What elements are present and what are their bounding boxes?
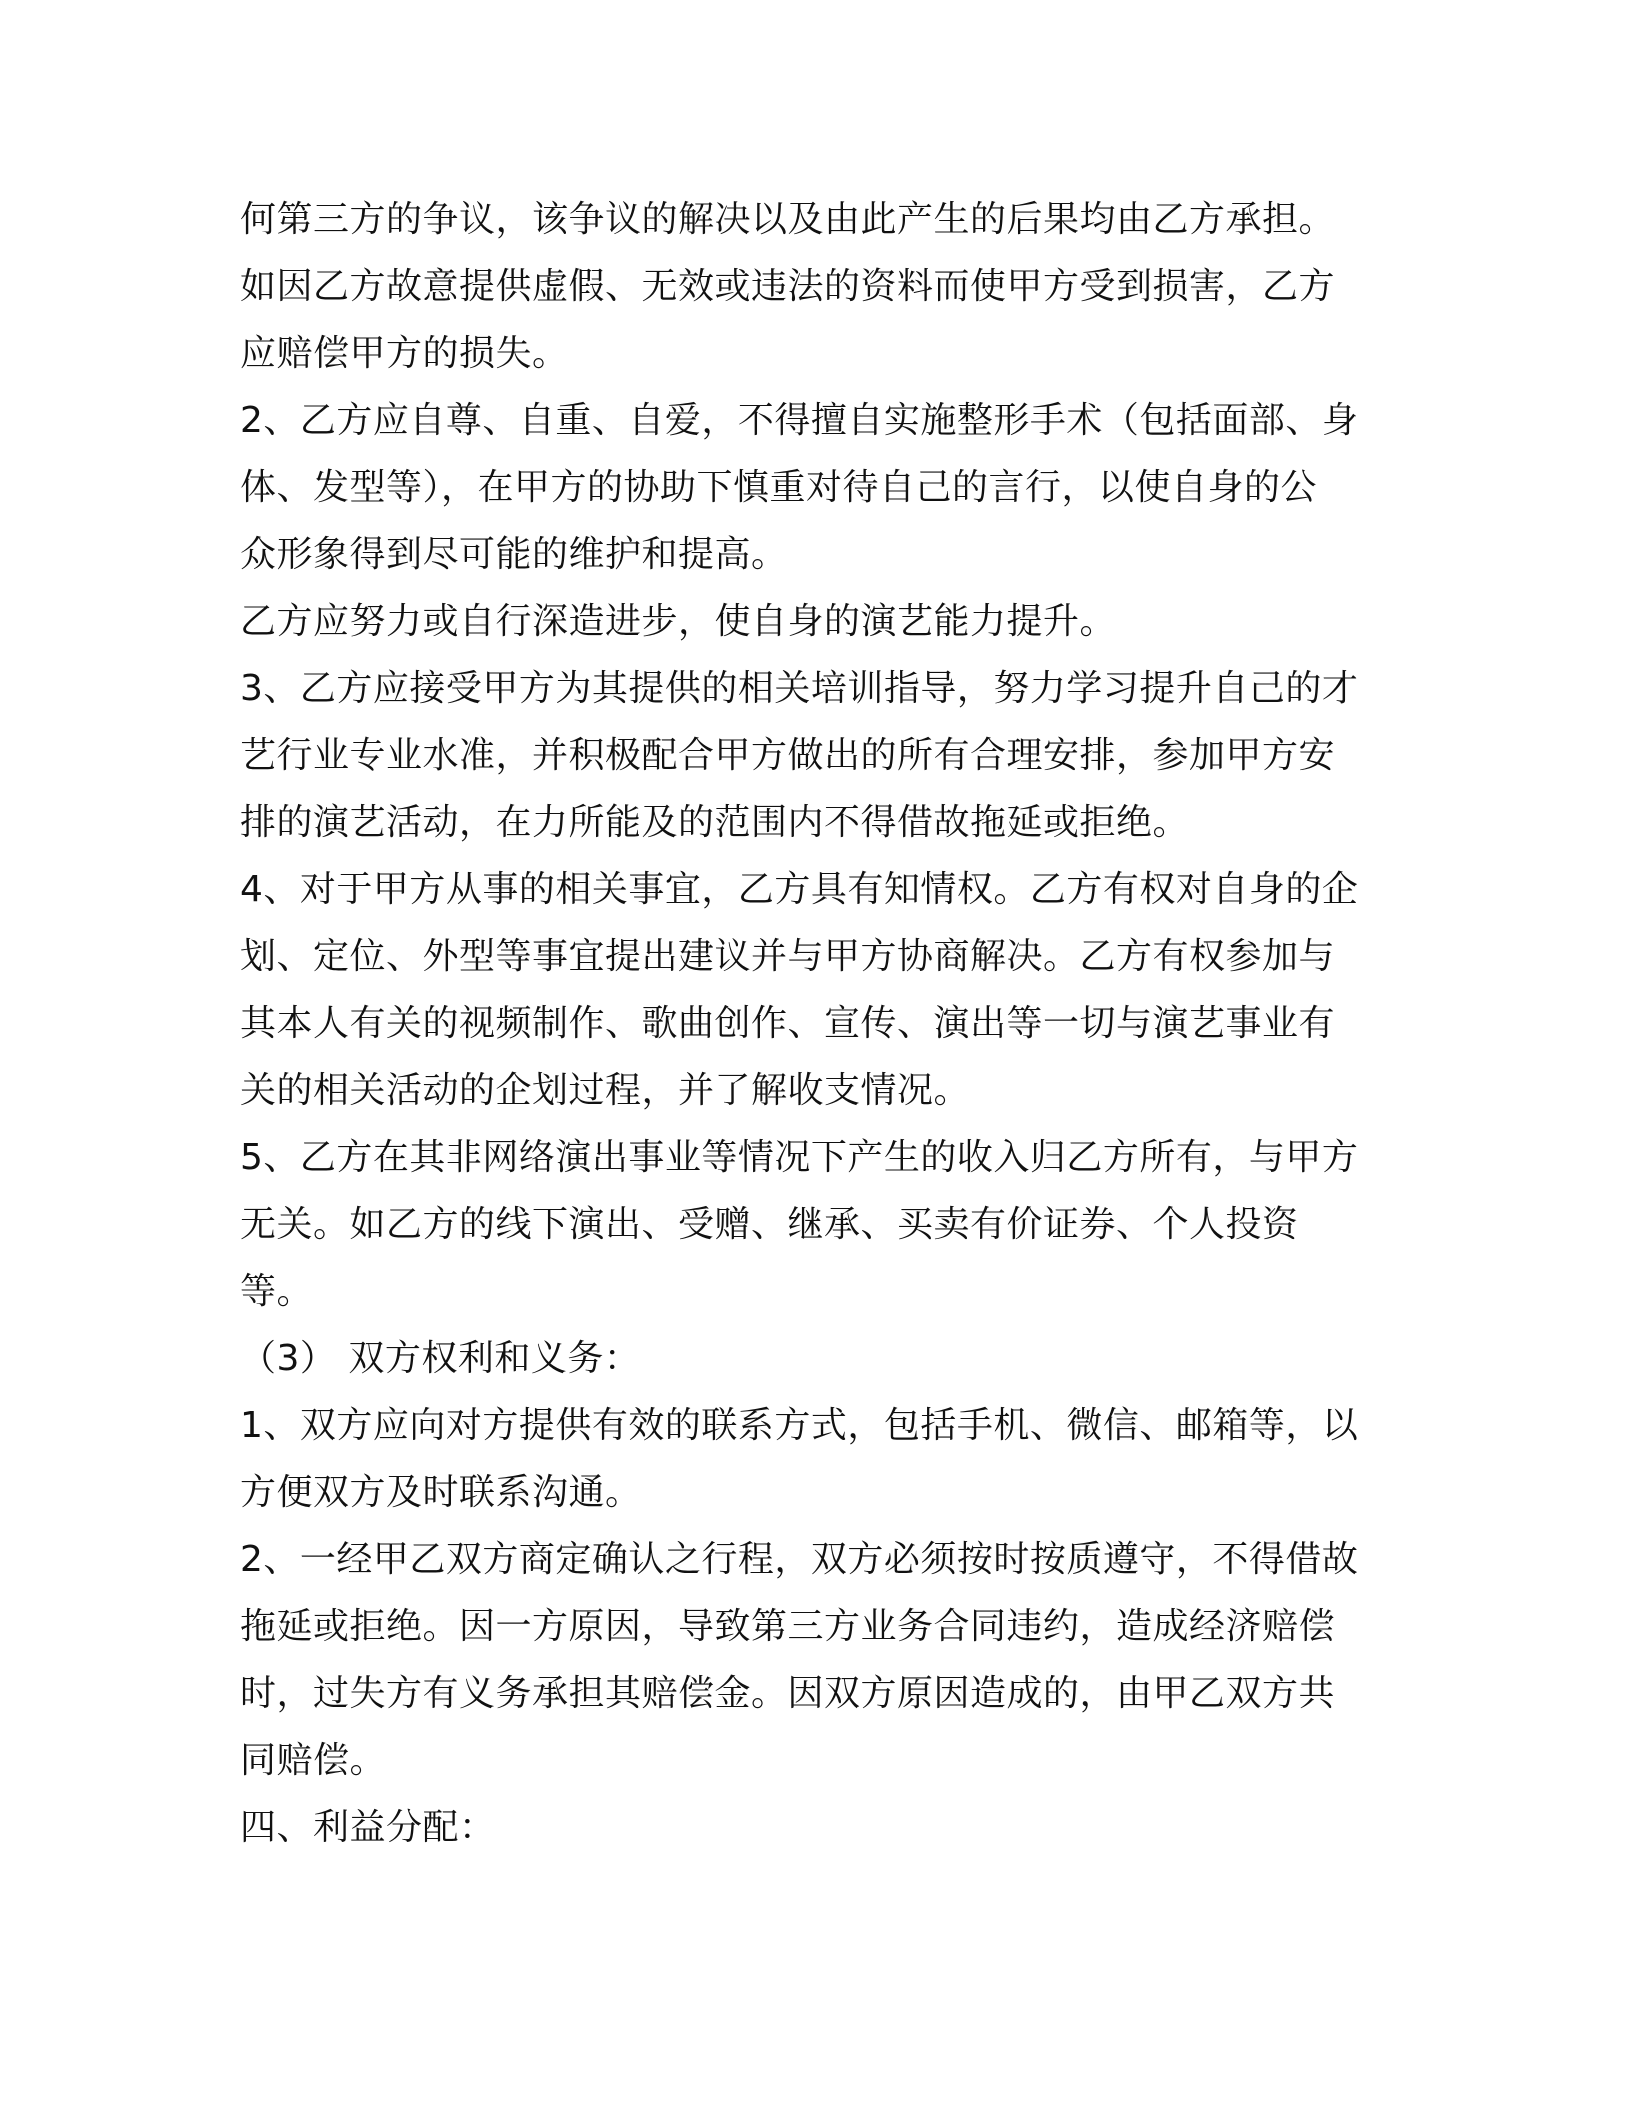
text-line: 排的演艺活动，在力所能及的范围内不得借故拖延或拒绝。 bbox=[240, 802, 1190, 843]
text-line: 体、发型等），在甲方的协助下慎重对待自己的言行，以使自身的公 bbox=[240, 467, 1318, 508]
text-line: 同赔偿。 bbox=[240, 1740, 387, 1781]
text-line: 关的相关活动的企划过程，并了解收支情况。 bbox=[240, 1070, 971, 1111]
text-line: 划、定位、外型等事宜提出建议并与甲方协商解决。乙方有权参加与 bbox=[240, 936, 1336, 977]
text-line: 等。 bbox=[240, 1271, 314, 1312]
text-line: 如因乙方故意提供虚假、无效或违法的资料而使甲方受到损害，乙方 bbox=[240, 266, 1336, 307]
text-line: 2、乙方应自尊、自重、自爱，不得擅自实施整形手术（包括面部、身 bbox=[240, 400, 1359, 441]
text-line: 方便双方及时联系沟通。 bbox=[240, 1472, 642, 1513]
text-line: 艺行业专业水准，并积极配合甲方做出的所有合理安排，参加甲方安 bbox=[240, 735, 1336, 776]
text-line: 时，过失方有义务承担其赔偿金。因双方原因造成的，由甲乙双方共 bbox=[240, 1673, 1336, 1714]
text-line: 2、一经甲乙双方商定确认之行程，双方必须按时按质遵守，不得借故 bbox=[240, 1539, 1359, 1580]
text-line: 何第三方的争议，该争议的解决以及由此产生的后果均由乙方承担。 bbox=[240, 199, 1336, 240]
text-line: 5、乙方在其非网络演出事业等情况下产生的收入归乙方所有，与甲方 bbox=[240, 1137, 1359, 1178]
section-heading: （3） 双方权利和义务： bbox=[240, 1338, 641, 1379]
document-body bbox=[240, 186, 1400, 1861]
text-line: 拖延或拒绝。因一方原因，导致第三方业务合同违约，造成经济赔偿 bbox=[240, 1606, 1336, 1647]
text-line: 其本人有关的视频制作、歌曲创作、宣传、演出等一切与演艺事业有 bbox=[240, 1003, 1336, 1044]
text-line: 4、对于甲方从事的相关事宜，乙方具有知情权。乙方有权对自身的企 bbox=[240, 869, 1359, 910]
section-heading: 四、利益分配： bbox=[240, 1807, 496, 1848]
text-line: 无关。如乙方的线下演出、受赠、继承、买卖有价证券、个人投资 bbox=[240, 1204, 1299, 1245]
text-line: 众形象得到尽可能的维护和提高。 bbox=[240, 534, 788, 575]
text-line: 3、乙方应接受甲方为其提供的相关培训指导，努力学习提升自己的才 bbox=[240, 668, 1359, 709]
text-line: 1、双方应向对方提供有效的联系方式，包括手机、微信、邮箱等，以 bbox=[240, 1405, 1359, 1446]
text-line: 乙方应努力或自行深造进步，使自身的演艺能力提升。 bbox=[240, 601, 1117, 642]
text-line: 应赔偿甲方的损失。 bbox=[240, 333, 569, 374]
